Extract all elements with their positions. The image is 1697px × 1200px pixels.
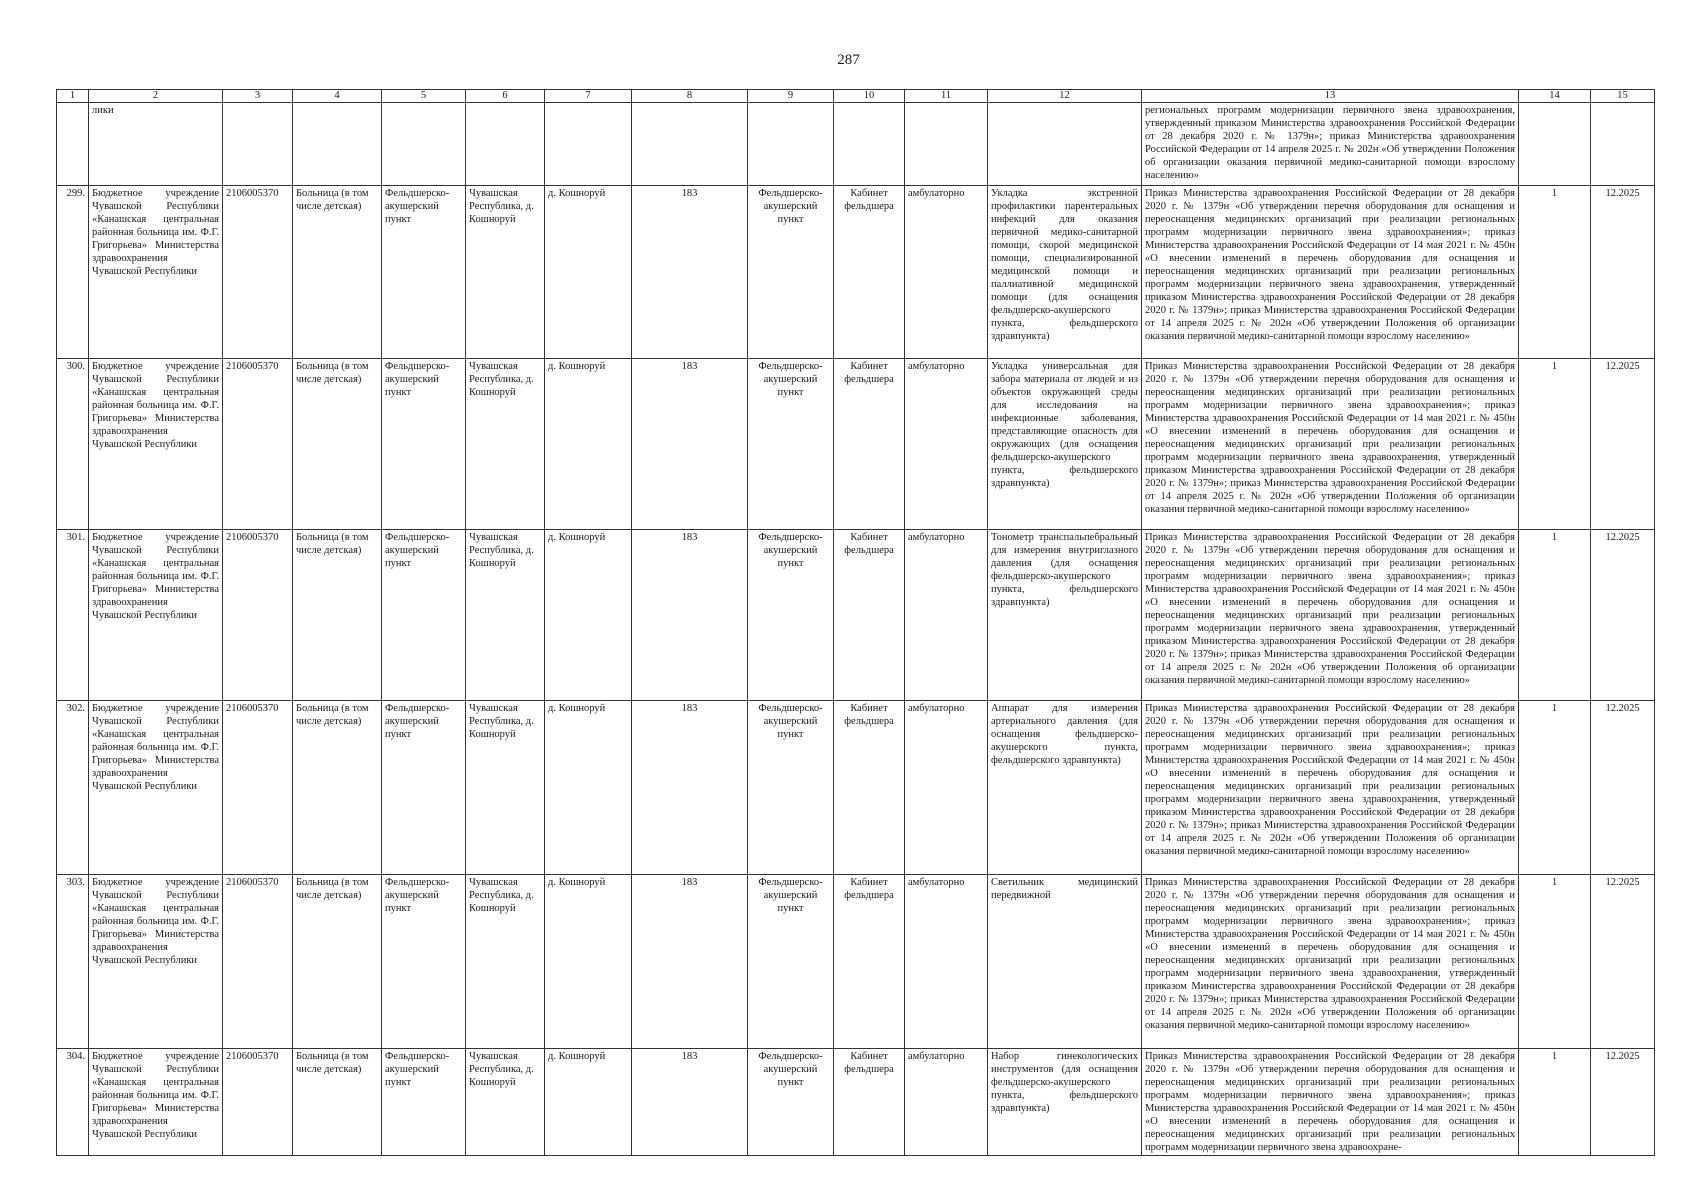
cell-org: Бюджетное учреждение Чувашской Республики «Канашская центральная районная больница им. Ф.Г. Григорьева» Министерства здравоохранения Чувашской Республики [89, 359, 223, 530]
cell-region: Чувашская Республика, д. Кошноруй [466, 359, 545, 530]
cell-qty: 1 [1519, 186, 1591, 359]
cell-locality: д. Кошноруй [545, 1049, 632, 1156]
cell-unit: Фельдшерско-акушерский пункт [382, 875, 466, 1049]
cell-room: Кабинет фельдшера [834, 701, 905, 875]
cell-num: 304. [57, 1049, 89, 1156]
cell-population: 183 [632, 359, 748, 530]
cell-type: Больница (в том числе детская) [293, 1049, 382, 1156]
cell-num: 299. [57, 186, 89, 359]
cell-qty: 1 [1519, 701, 1591, 875]
cell-region: Чувашская Республика, д. Кошноруй [466, 875, 545, 1049]
cell-num: 303. [57, 875, 89, 1049]
cell-qty: 1 [1519, 875, 1591, 1049]
cell-basis: Приказ Министерства здравоохранения Российской Федерации от 28 декабря 2020 г. № 1379н «Об утверждении перечня оборудования для оснащения и переоснащения медицинских организаций при реализации региональных программ модернизации первичного звена здравоохранения»; приказ Министерства здравоохранения Российской Федерации от 14 мая 2021 г. № 450н «О внесении изменений в перечень оборудования для оснащения и переоснащения медицинских организаций при реализации региональных программ модернизации первичного звена здравоохранения, утвержденный приказом Министерства здравоохранения Российской Федерации от 28 декабря 2020 г. № 1379н»; приказ Министерства здравоохранения Российской Федерации от 14 апреля 2025 г. № 202н «Об утверждении Положения об организации оказания первичной медико-санитарной помощи взрослому населению» [1142, 875, 1519, 1049]
column-number: 11 [905, 90, 988, 103]
cell-division: Фельдшерско-акушерский пункт [748, 1049, 834, 1156]
cell-equipment: Светильник медицинский передвижной [988, 875, 1142, 1049]
cell-inn [223, 103, 293, 186]
cell-mode: амбулаторно [905, 186, 988, 359]
cell-num: 301. [57, 530, 89, 701]
cell-room [834, 103, 905, 186]
cell-equipment: Укладка универсальная для забора материала от людей и из объектов окружающей среды для исследования на инфекционные заболевания, представляющие опасность для окружающих (для оснащения фельдшерско-акушерского пункта, фельдшерского здравпункта) [988, 359, 1142, 530]
cell-date [1591, 103, 1655, 186]
cell-unit: Фельдшерско-акушерский пункт [382, 1049, 466, 1156]
table-row [57, 1049, 1655, 1156]
cell-room: Кабинет фельдшера [834, 530, 905, 701]
cell-basis: Приказ Министерства здравоохранения Российской Федерации от 28 декабря 2020 г. № 1379н «Об утверждении перечня оборудования для оснащения и переоснащения медицинских организаций при реализации региональных программ модернизации первичного звена здравоохранения»; приказ Министерства здравоохранения Российской Федерации от 14 мая 2021 г. № 450н «О внесении изменений в перечень оборудования для оснащения и переоснащения медицинских организаций при реализации региональных программ модернизации первичного звена здравоохранения, утвержденный приказом Министерства здравоохранения Российской Федерации от 28 декабря 2020 г. № 1379н»; приказ Министерства здравоохранения Российской Федерации от 14 апреля 2025 г. № 202н «Об утверждении Положения об организации оказания первичной медико-санитарной помощи взрослому населению» [1142, 701, 1519, 875]
column-number: 13 [1142, 90, 1519, 103]
cell-qty: 1 [1519, 1049, 1591, 1156]
cell-date: 12.2025 [1591, 530, 1655, 701]
cell-inn: 2106005370 [223, 1049, 293, 1156]
cell-unit: Фельдшерско-акушерский пункт [382, 359, 466, 530]
cell-type: Больница (в том числе детская) [293, 875, 382, 1049]
cell-type: Больница (в том числе детская) [293, 359, 382, 530]
table-row [57, 530, 1655, 701]
cell-region: Чувашская Республика, д. Кошноруй [466, 530, 545, 701]
column-number: 15 [1591, 90, 1655, 103]
column-number: 5 [382, 90, 466, 103]
cell-division: Фельдшерско-акушерский пункт [748, 359, 834, 530]
cell-date: 12.2025 [1591, 701, 1655, 875]
cell-org: Бюджетное учреждение Чувашской Республики «Канашская центральная районная больница им. Ф.Г. Григорьева» Министерства здравоохранения Чувашской Республики [89, 1049, 223, 1156]
cell-type: Больница (в том числе детская) [293, 186, 382, 359]
column-number: 6 [466, 90, 545, 103]
column-number: 14 [1519, 90, 1591, 103]
cell-mode: амбулаторно [905, 875, 988, 1049]
column-number-row [57, 90, 1655, 103]
cell-division [748, 103, 834, 186]
cell-locality: д. Кошноруй [545, 359, 632, 530]
cell-mode: амбулаторно [905, 359, 988, 530]
cell-locality: д. Кошноруй [545, 186, 632, 359]
cell-org: Бюджетное учреждение Чувашской Республики «Канашская центральная районная больница им. Ф.Г. Григорьева» Министерства здравоохранения Чувашской Республики [89, 875, 223, 1049]
cell-region [466, 103, 545, 186]
cell-qty: 1 [1519, 359, 1591, 530]
page-number: 287 [837, 52, 860, 68]
cell-inn: 2106005370 [223, 530, 293, 701]
cell-locality: д. Кошноруй [545, 875, 632, 1049]
cell-region: Чувашская Республика, д. Кошноруй [466, 186, 545, 359]
cell-equipment: Тонометр транспальпебральный для измерения внутриглазного давления (для оснащения фельдшерско-акушерского пункта, фельдшерского здравпункта) [988, 530, 1142, 701]
cell-type [293, 103, 382, 186]
cell-population: 183 [632, 1049, 748, 1156]
cell-org: Бюджетное учреждение Чувашской Республики «Канашская центральная районная больница им. Ф.Г. Григорьева» Министерства здравоохранения Чувашской Республики [89, 186, 223, 359]
cell-population: 183 [632, 530, 748, 701]
cell-unit: Фельдшерско-акушерский пункт [382, 530, 466, 701]
cell-equipment [988, 103, 1142, 186]
cell-type: Больница (в том числе детская) [293, 530, 382, 701]
column-number: 3 [223, 90, 293, 103]
cell-population [632, 103, 748, 186]
column-number: 12 [988, 90, 1142, 103]
column-number: 2 [89, 90, 223, 103]
cell-unit: Фельдшерско-акушерский пункт [382, 701, 466, 875]
cell-mode [905, 103, 988, 186]
cell-basis: Приказ Министерства здравоохранения Российской Федерации от 28 декабря 2020 г. № 1379н «Об утверждении перечня оборудования для оснащения и переоснащения медицинских организаций при реализации региональных программ модернизации первичного звена здравоохранения»; приказ Министерства здравоохранения Российской Федерации от 14 мая 2021 г. № 450н «О внесении изменений в перечень оборудования для оснащения и переоснащения медицинских организаций при реализации региональных программ модернизации первичного звена здравоохранения, утвержденный приказом Министерства здравоохранения Российской Федерации от 28 декабря 2020 г. № 1379н»; приказ Министерства здравоохранения Российской Федерации от 14 апреля 2025 г. № 202н «Об утверждении Положения об организации оказания первичной медико-санитарной помощи взрослому населению» [1142, 359, 1519, 530]
cell-division: Фельдшерско-акушерский пункт [748, 875, 834, 1049]
cell-equipment: Укладка экстренной профилактики парентеральных инфекций для оказания первичной медико-санитарной помощи, скорой медицинской помощи, специализированной медицинской помощи и паллиативной медицинской помощи (для оснащения фельдшерско-акушерского пункта, фельдшерского здравпункта) [988, 186, 1142, 359]
cell-qty [1519, 103, 1591, 186]
cell-division: Фельдшерско-акушерский пункт [748, 530, 834, 701]
table-row [57, 875, 1655, 1049]
cell-room: Кабинет фельдшера [834, 186, 905, 359]
column-number: 9 [748, 90, 834, 103]
cell-population: 183 [632, 875, 748, 1049]
table-row [57, 186, 1655, 359]
cell-equipment: Аппарат для измерения артериального давления (для оснащения фельдшерско-акушерского пункта, фельдшерского здравпункта) [988, 701, 1142, 875]
cell-locality: д. Кошноруй [545, 701, 632, 875]
cell-room: Кабинет фельдшера [834, 1049, 905, 1156]
cell-locality [545, 103, 632, 186]
cell-locality: д. Кошноруй [545, 530, 632, 701]
equipment-table [56, 89, 1655, 1156]
cell-region: Чувашская Республика, д. Кошноруй [466, 701, 545, 875]
cell-basis: Приказ Министерства здравоохранения Российской Федерации от 28 декабря 2020 г. № 1379н «Об утверждении перечня оборудования для оснащения и переоснащения медицинских организаций при реализации региональных программ модернизации первичного звена здравоохранения»; приказ Министерства здравоохранения Российской Федерации от 14 мая 2021 г. № 450н «О внесении изменений в перечень оборудования для оснащения и переоснащения медицинских организаций при реализации региональных программ модернизации первичного звена здравоохранения, утвержденный приказом Министерства здравоохранения Российской Федерации от 28 декабря 2020 г. № 1379н»; приказ Министерства здравоохранения Российской Федерации от 14 апреля 2025 г. № 202н «Об утверждении Положения об организации оказания первичной медико-санитарной помощи взрослому населению» [1142, 530, 1519, 701]
cell-basis: Приказ Министерства здравоохранения Российской Федерации от 28 декабря 2020 г. № 1379н «Об утверждении перечня оборудования для оснащения и переоснащения медицинских организаций при реализации региональных программ модернизации первичного звена здравоохранения»; приказ Министерства здравоохранения Российской Федерации от 14 мая 2021 г. № 450н «О внесении изменений в перечень оборудования для оснащения и переоснащения медицинских организаций при реализации региональных программ модернизации первичного звена здравоохранения, утвержденный приказом Министерства здравоохранения Российской Федерации от 28 декабря 2020 г. № 1379н»; приказ Министерства здравоохранения Российской Федерации от 14 апреля 2025 г. № 202н «Об утверждении Положения об организации оказания первичной медико-санитарной помощи взрослому населению» [1142, 186, 1519, 359]
cell-inn: 2106005370 [223, 186, 293, 359]
cell-date: 12.2025 [1591, 875, 1655, 1049]
cell-room: Кабинет фельдшера [834, 875, 905, 1049]
cell-division: Фельдшерско-акушерский пункт [748, 701, 834, 875]
continuation-row [57, 103, 1655, 186]
cell-mode: амбулаторно [905, 530, 988, 701]
cell-unit [382, 103, 466, 186]
cell-type: Больница (в том числе детская) [293, 701, 382, 875]
cell-inn: 2106005370 [223, 701, 293, 875]
cell-equipment: Набор гинекологических инструментов (для оснащения фельдшерско-акушерского пункта, фельдшерского здравпункта) [988, 1049, 1142, 1156]
cell-basis: Приказ Министерства здравоохранения Российской Федерации от 28 декабря 2020 г. № 1379н «Об утверждении перечня оборудования для оснащения и переоснащения медицинских организаций при реализации региональных программ модернизации первичного звена здравоохранения»; приказ Министерства здравоохранения Российской Федерации от 14 мая 2021 г. № 450н «О внесении изменений в перечень оборудования для оснащения и переоснащения медицинских организаций при реализации региональных программ модернизации первичного звена здравоохране- [1142, 1049, 1519, 1156]
cell-unit: Фельдшерско-акушерский пункт [382, 186, 466, 359]
cell-mode: амбулаторно [905, 1049, 988, 1156]
cell-room: Кабинет фельдшера [834, 359, 905, 530]
table-row [57, 701, 1655, 875]
cell-mode: амбулаторно [905, 701, 988, 875]
cell-inn: 2106005370 [223, 359, 293, 530]
column-number: 8 [632, 90, 748, 103]
cell-date: 12.2025 [1591, 1049, 1655, 1156]
column-number: 7 [545, 90, 632, 103]
column-number: 10 [834, 90, 905, 103]
column-number: 4 [293, 90, 382, 103]
cell-org: Бюджетное учреждение Чувашской Республики «Канашская центральная районная больница им. Ф.Г. Григорьева» Министерства здравоохранения Чувашской Республики [89, 530, 223, 701]
cell-inn: 2106005370 [223, 875, 293, 1049]
cell-date: 12.2025 [1591, 359, 1655, 530]
cell-division: Фельдшерско-акушерский пункт [748, 186, 834, 359]
cell-basis: региональных программ модернизации первичного звена здравоохранения, утвержденный приказом Министерства здравоохранения Российской Федерации от 28 декабря 2020 г. № 1379н»; приказ Министерства здравоохранения Российской Федерации от 14 апреля 2025 г. № 202н «Об утверждении Положения об организации оказания первичной медико-санитарной помощи взрослому населению» [1142, 103, 1519, 186]
cell-num: 300. [57, 359, 89, 530]
cell-population: 183 [632, 701, 748, 875]
cell-org: лики [89, 103, 223, 186]
cell-qty: 1 [1519, 530, 1591, 701]
cell-num: 302. [57, 701, 89, 875]
table-row [57, 359, 1655, 530]
cell-region: Чувашская Республика, д. Кошноруй [466, 1049, 545, 1156]
cell-date: 12.2025 [1591, 186, 1655, 359]
cell-num [57, 103, 89, 186]
cell-org: Бюджетное учреждение Чувашской Республики «Канашская центральная районная больница им. Ф.Г. Григорьева» Министерства здравоохранения Чувашской Республики [89, 701, 223, 875]
column-number: 1 [57, 90, 89, 103]
cell-population: 183 [632, 186, 748, 359]
